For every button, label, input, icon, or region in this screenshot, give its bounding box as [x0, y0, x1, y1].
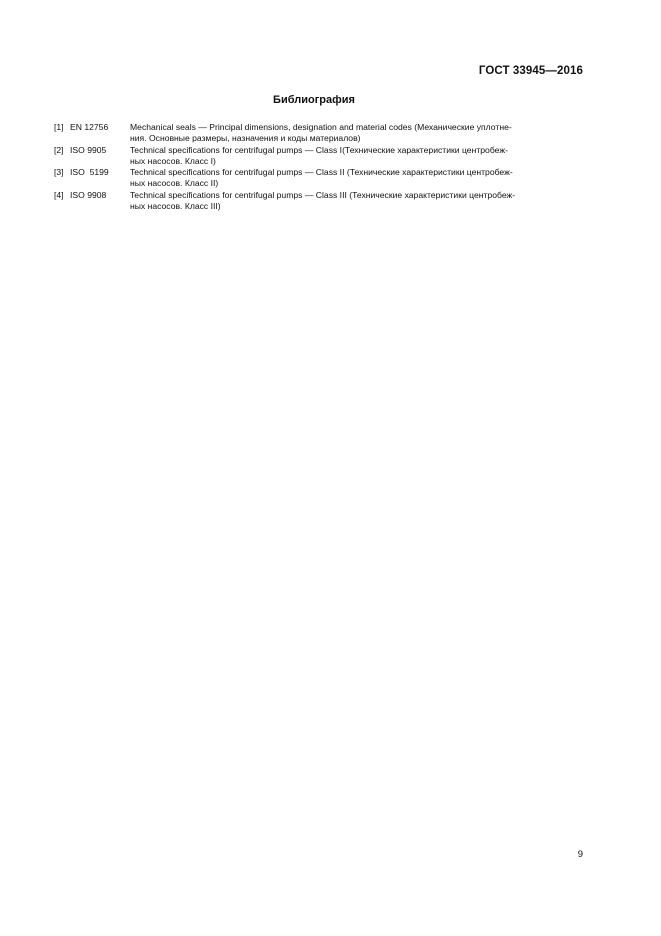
- entry-code: EN 12756: [70, 122, 109, 132]
- entry-number: [2]: [54, 144, 64, 155]
- entry-code: ISO 9908: [70, 189, 107, 200]
- standard-designation: ГОСТ 33945—2016: [478, 65, 583, 77]
- entry-text-line: ния. Основные размеры, назначения и коды материалов): [130, 133, 361, 144]
- section-title: Библиография: [273, 94, 355, 106]
- entry-code: ISO 9905: [70, 144, 107, 155]
- bibliography-entry: [54, 167, 584, 190]
- entry-text: [130, 190, 584, 213]
- bibliography-list: [54, 122, 584, 212]
- bibliography-entry: [54, 190, 584, 213]
- entry-text-line: Technical specifications for centrifugal pumps — Class III (Технические характеристики центробеж-: [130, 189, 516, 200]
- entry-text: [130, 122, 584, 145]
- bibliography-entry: [54, 145, 584, 168]
- entry-text-line: Technical specifications for centrifugal pumps — Class I(Технические характеристики центробеж-: [130, 144, 508, 155]
- entry-number: [1]: [54, 122, 64, 132]
- entry-text-line: Technical specifications for centrifugal pumps — Class II (Технические характеристики центробеж-: [130, 167, 513, 178]
- bibliography-entry: [54, 122, 584, 145]
- page-number: 9: [577, 849, 583, 860]
- entry-text: [130, 167, 584, 190]
- entry-text-line: ных насосов. Класс III): [130, 201, 221, 212]
- entry-text: [130, 145, 584, 168]
- entry-number: [3]: [54, 167, 64, 178]
- entry-text-line: ных насосов. Класс II): [130, 178, 219, 189]
- entry-text-line: Mechanical seals — Principal dimensions, designation and material codes (Механические уплотне-: [130, 122, 512, 132]
- entry-code: ISO 5199: [70, 167, 109, 178]
- entry-number: [4]: [54, 189, 64, 200]
- entry-text-line: ных насосов. Класс I): [130, 155, 216, 166]
